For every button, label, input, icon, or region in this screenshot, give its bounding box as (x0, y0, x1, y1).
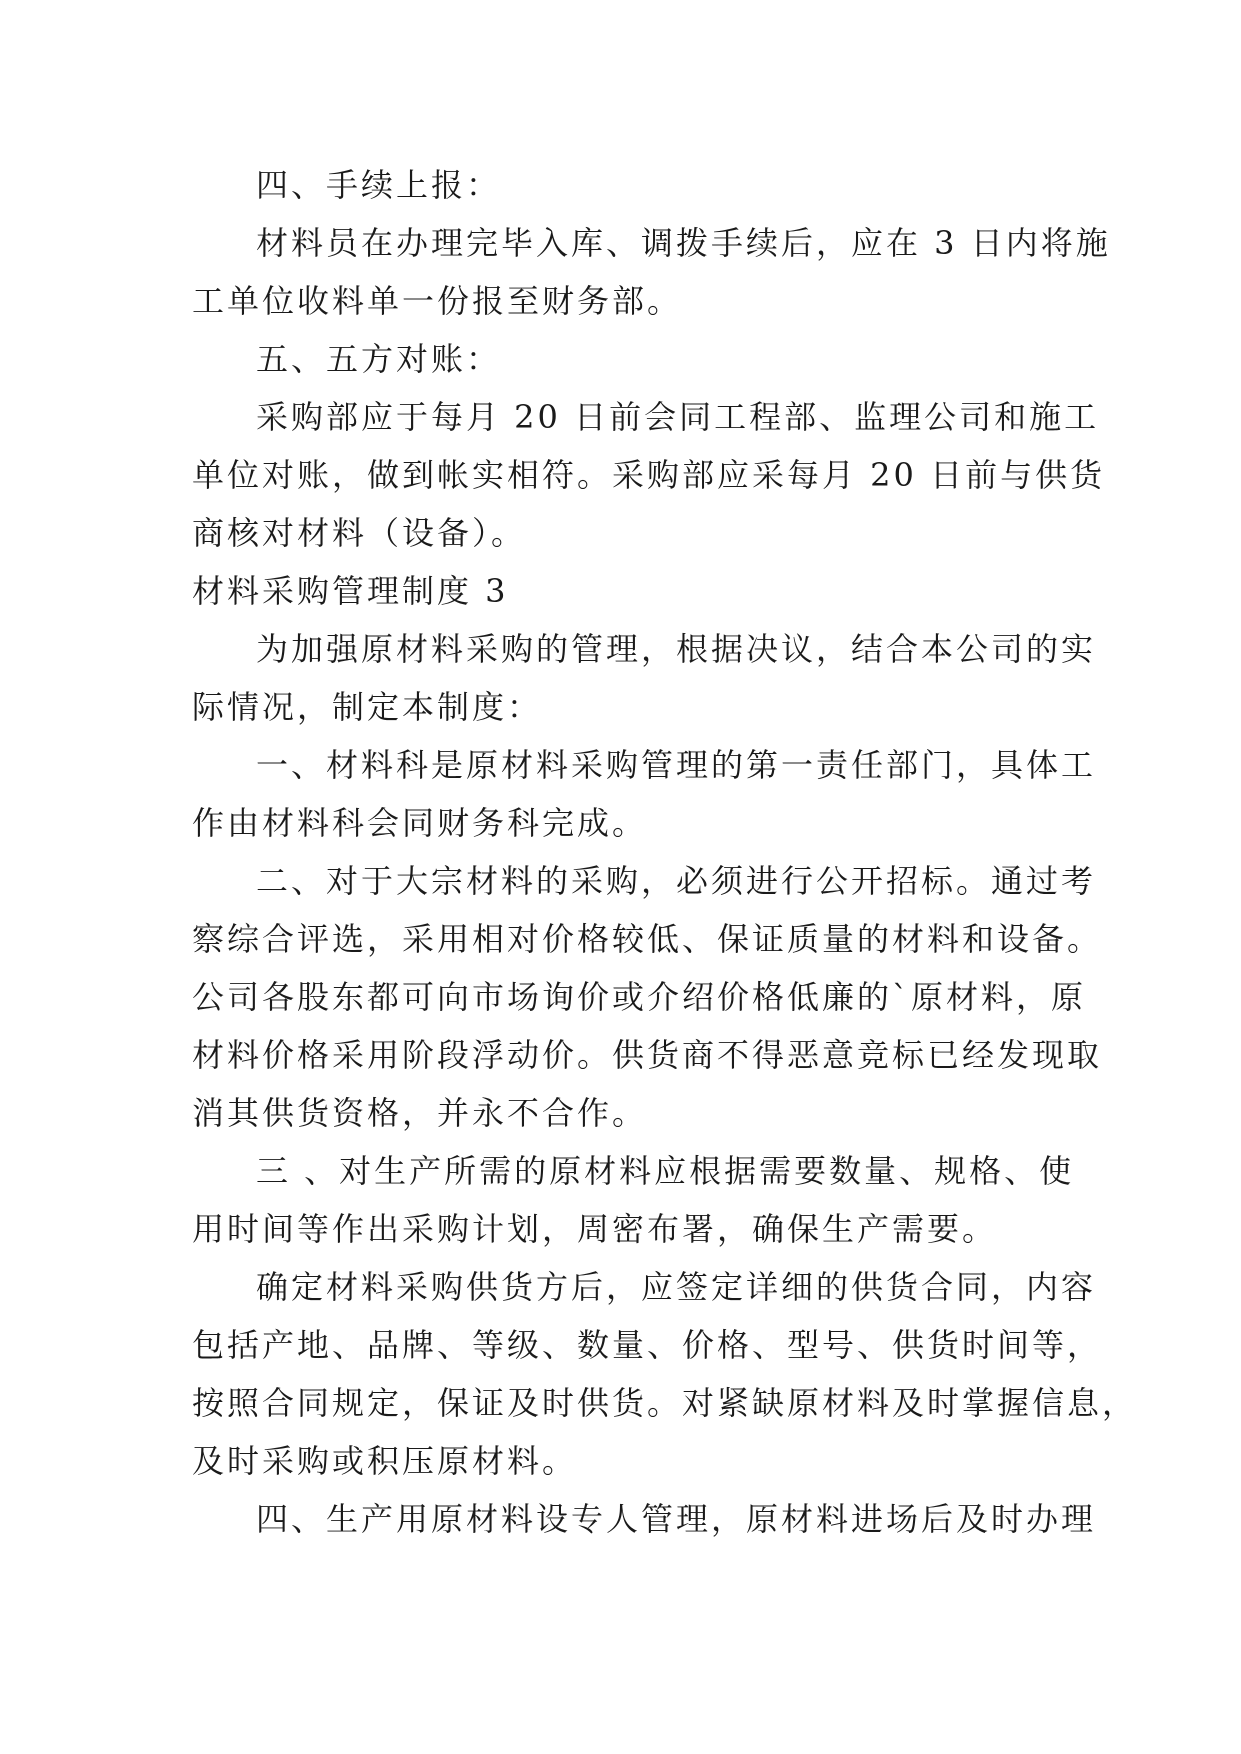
paragraph-line: 二、对于大宗材料的采购，必须进行公开招标。通过考 (256, 862, 1097, 900)
paragraph-line: 采购部应于每月 20 日前会同工程部、监理公司和施工 (256, 398, 1100, 436)
paragraph-line: 察综合评选，采用相对价格较低、保证质量的材料和设备。 (192, 920, 1103, 958)
section-heading-4-procedures: 四、手续上报： (256, 166, 502, 204)
paragraph-line: 为加强原材料采购的管理，根据决议，结合本公司的实 (256, 630, 1097, 668)
paragraph-line: 际情况，制定本制度： (192, 688, 543, 726)
paragraph-line: 材料员在办理完毕入库、调拨手续后，应在 3 日内将施 (256, 224, 1111, 262)
paragraph-line: 按照合同规定，保证及时供货。对紧缺原材料及时掌握信息， (192, 1384, 1138, 1422)
paragraph-line: 商核对材料（设备）。 (192, 514, 527, 552)
paragraph-line: 及时采购或积压原材料。 (192, 1442, 578, 1480)
paragraph-line: 公司各股东都可向市场询价或介绍价格低廉的`原材料，原 (192, 978, 1087, 1016)
paragraph-line: 包括产地、品牌、等级、数量、价格、型号、供货时间等， (192, 1326, 1103, 1364)
paragraph-line: 三 、对生产所需的原材料应根据需要数量、规格、使 (256, 1152, 1075, 1190)
paragraph-line: 四、生产用原材料设专人管理，原材料进场后及时办理 (256, 1500, 1097, 1538)
section-heading-5-reconciliation: 五、五方对账： (256, 340, 502, 378)
paragraph-line: 确定材料采购供货方后，应签定详细的供货合同，内容 (256, 1268, 1097, 1306)
paragraph-line: 作由材料科会同财务科完成。 (192, 804, 648, 842)
paragraph-line: 消其供货资格，并永不合作。 (192, 1094, 648, 1132)
paragraph-line: 单位对账，做到帐实相符。采购部应采每月 20 日前与供货 (192, 456, 1106, 494)
paragraph-line: 一、材料科是原材料采购管理的第一责任部门，具体工 (256, 746, 1097, 784)
paragraph-line: 工单位收料单一份报至财务部。 (192, 282, 683, 320)
paragraph-line: 用时间等作出采购计划，周密布署，确保生产需要。 (192, 1210, 998, 1248)
paragraph-line: 材料价格采用阶段浮动价。供货商不得恶意竞标已经发现取 (192, 1036, 1103, 1074)
document-subtitle: 材料采购管理制度 3 (192, 572, 509, 610)
